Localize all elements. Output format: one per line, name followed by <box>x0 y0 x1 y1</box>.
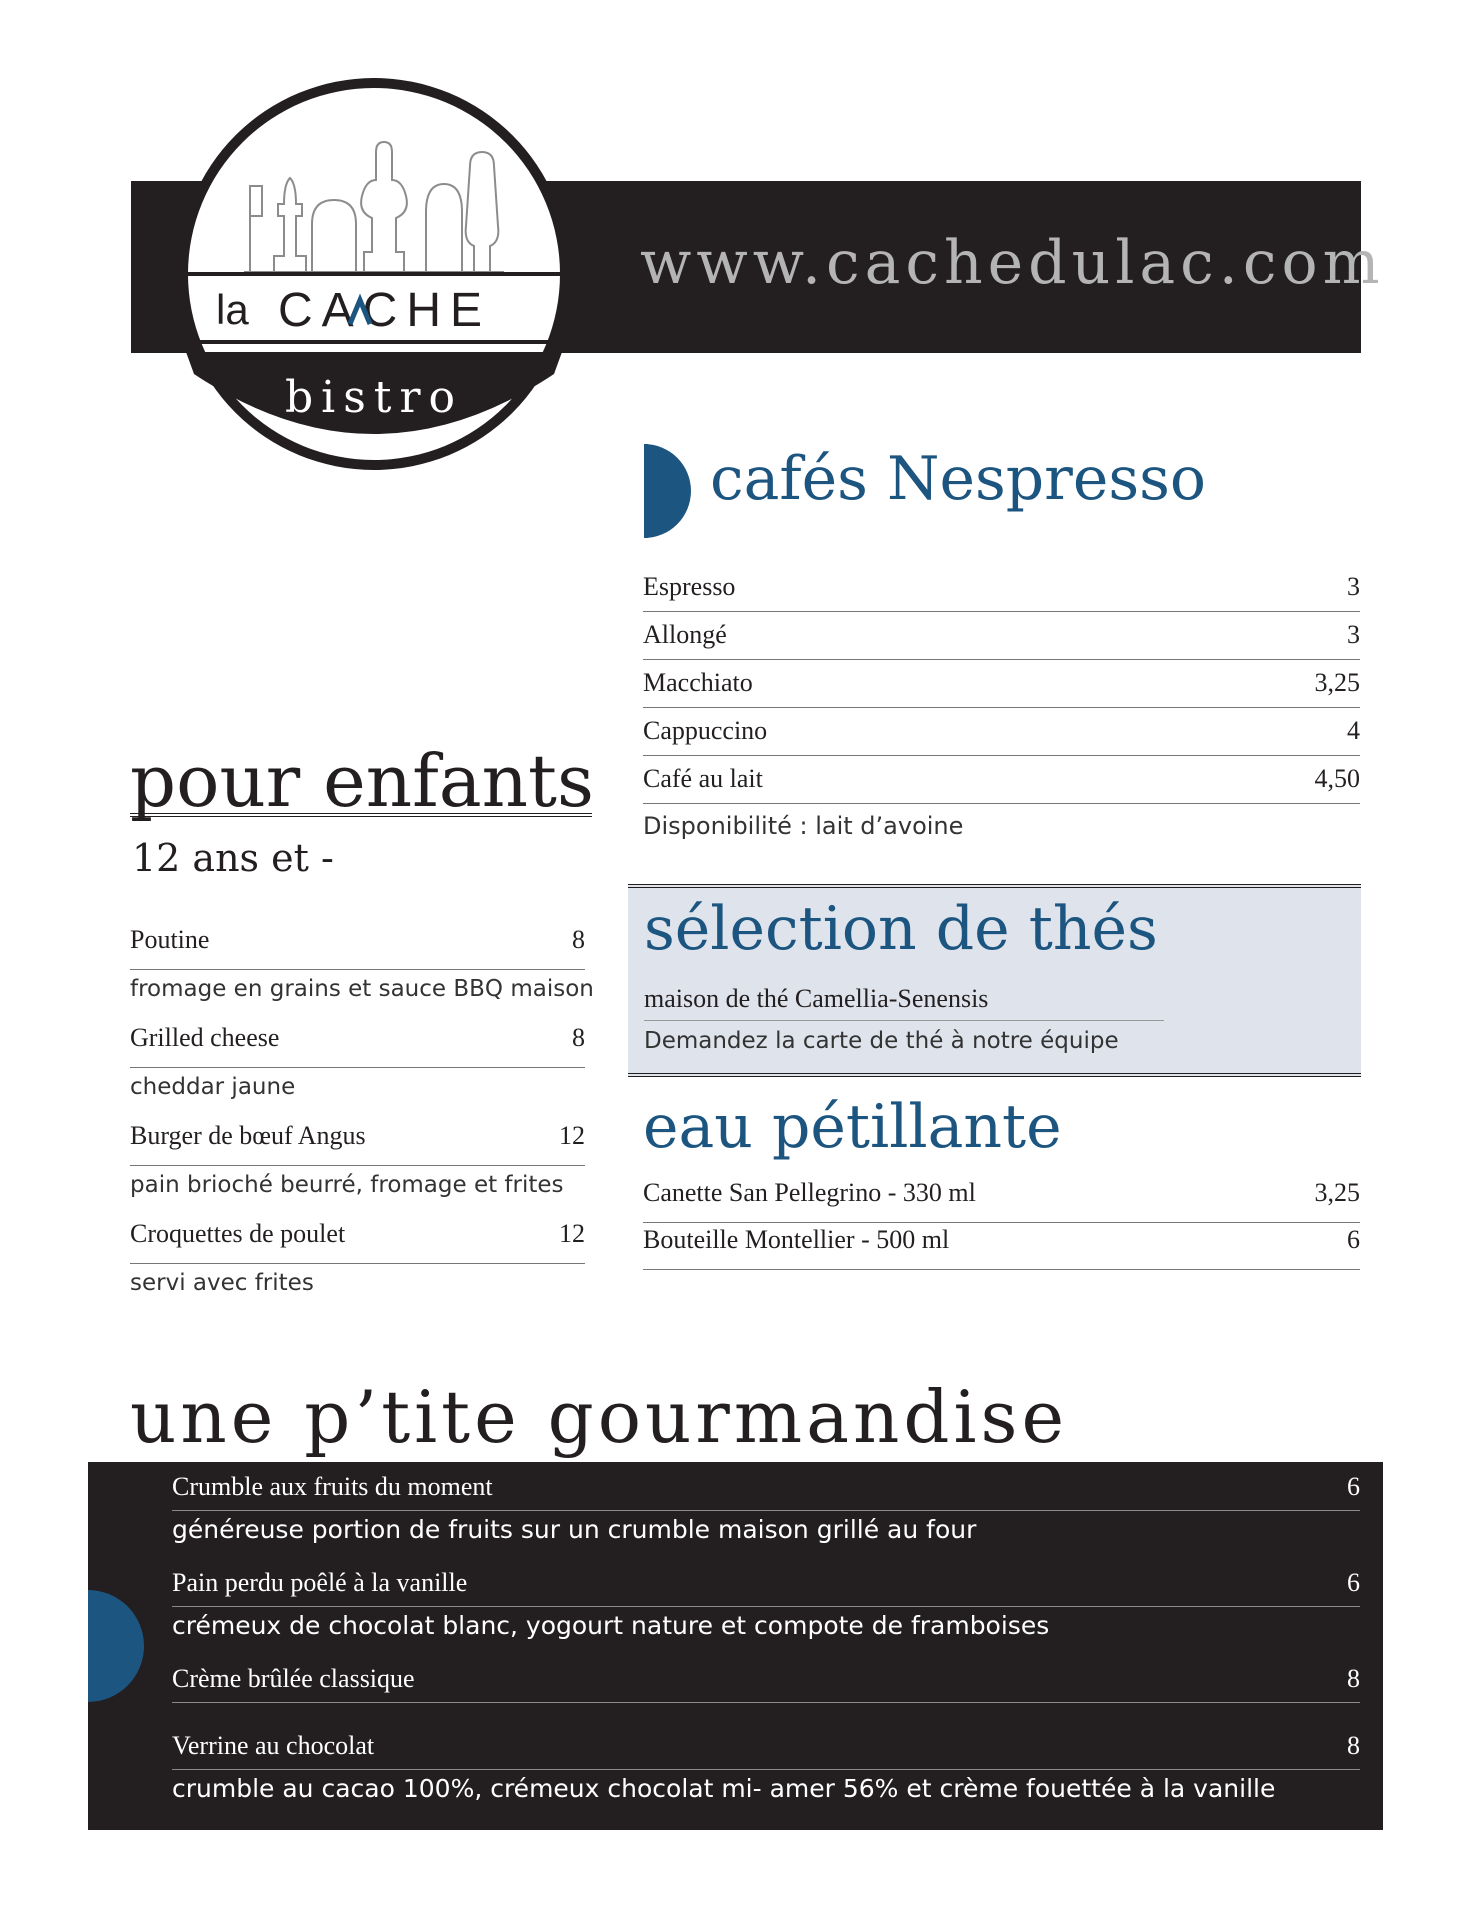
coffee-list <box>643 566 1360 806</box>
menu-row <box>643 566 1360 612</box>
list-item <box>172 1731 1360 1827</box>
item-price: 6 <box>1347 1568 1360 1597</box>
kids-list <box>130 925 594 1317</box>
item-name: Poutine <box>130 925 210 954</box>
item-name: Macchiato <box>643 668 753 697</box>
item-description: servi avec frites <box>130 1270 314 1296</box>
half-circle-marker-icon <box>644 444 698 538</box>
section-title-cafes: cafés Nespresso <box>710 444 1207 514</box>
item-price: 8 <box>1347 1664 1360 1693</box>
item-description: crémeux de chocolat blanc, yogourt nature et compote de framboises <box>172 1611 1050 1640</box>
item-price: 8 <box>572 925 585 954</box>
item-price: 12 <box>559 1121 585 1150</box>
item-name: Canette San Pellegrino - 330 ml <box>643 1178 976 1207</box>
item-name: Allongé <box>643 620 727 649</box>
list-item <box>172 1568 1360 1664</box>
list-item <box>130 1219 585 1317</box>
item-price: 4 <box>1347 716 1360 745</box>
menu-row <box>643 1225 1360 1270</box>
menu-row <box>643 614 1360 660</box>
item-price: 6 <box>1347 1225 1360 1254</box>
circle-marker-icon <box>88 1590 144 1702</box>
menu-row <box>643 758 1360 804</box>
kids-title-underline <box>130 813 592 817</box>
item-price: 4,50 <box>1314 764 1360 793</box>
menu-row <box>130 1023 585 1068</box>
section-title-kids: pour enfants <box>130 739 594 823</box>
logo-la: la <box>216 286 249 333</box>
section-title-water: eau pétillante <box>643 1092 1062 1162</box>
item-description: fromage en grains et sauce BBQ maison <box>130 976 594 1002</box>
item-price: 8 <box>1347 1731 1360 1760</box>
list-item <box>172 1664 1360 1731</box>
item-name: Café au lait <box>643 764 763 793</box>
item-description: crumble au cacao 100%, crémeux chocolat mi- amer 56% et crème fouettée à la vanille <box>172 1774 1276 1803</box>
tea-section <box>628 884 1361 1077</box>
menu-row <box>643 662 1360 708</box>
dessert-band <box>88 1462 1383 1830</box>
bistro-logo <box>174 74 574 474</box>
item-price: 6 <box>1347 1472 1360 1501</box>
item-description: généreuse portion de fruits sur un crumble maison grillé au four <box>172 1515 977 1544</box>
item-name: Burger de bœuf Angus <box>130 1121 366 1150</box>
kids-age: 12 ans et - <box>132 836 334 880</box>
item-price: 3 <box>1347 572 1360 601</box>
item-name: Grilled cheese <box>130 1023 280 1052</box>
menu-row <box>130 1219 585 1264</box>
section-title-tea: sélection de thés <box>644 894 1158 964</box>
logo-cache: CACHE <box>278 284 492 337</box>
water-list <box>643 1178 1360 1272</box>
tea-subtitle: maison de thé Camellia-Senensis <box>644 984 1164 1021</box>
menu-row <box>130 1121 585 1166</box>
item-description: pain brioché beurré, fromage et frites <box>130 1172 564 1198</box>
menu-row <box>172 1731 1360 1770</box>
item-price: 8 <box>572 1023 585 1052</box>
dessert-list <box>172 1472 1360 1827</box>
list-item <box>130 925 594 1023</box>
list-item <box>130 1023 585 1121</box>
item-price: 3 <box>1347 620 1360 649</box>
logo-bistro: bistro <box>284 372 464 423</box>
item-price: 12 <box>559 1219 585 1248</box>
menu-row <box>172 1568 1360 1607</box>
website-url[interactable]: www.cachedulac.com <box>640 228 1385 298</box>
item-name: Verrine au chocolat <box>172 1731 375 1760</box>
section-title-desserts: une p’tite gourmandise <box>130 1375 1069 1459</box>
tea-note: Demandez la carte de thé à notre équipe <box>644 1028 1119 1054</box>
item-description: cheddar jaune <box>130 1074 296 1100</box>
menu-row <box>643 710 1360 756</box>
item-name: Crème brûlée classique <box>172 1664 415 1693</box>
item-price: 3,25 <box>1314 668 1360 697</box>
item-price: 3,25 <box>1314 1178 1360 1207</box>
item-name: Croquettes de poulet <box>130 1219 346 1248</box>
list-item <box>172 1472 1360 1568</box>
item-name: Bouteille Montellier - 500 ml <box>643 1225 950 1254</box>
menu-row <box>172 1472 1360 1511</box>
menu-row <box>643 1178 1360 1223</box>
item-name: Pain perdu poêlé à la vanille <box>172 1568 468 1597</box>
cafes-note: Disponibilité : lait d’avoine <box>643 812 964 840</box>
item-name: Cappuccino <box>643 716 768 745</box>
item-name: Crumble aux fruits du moment <box>172 1472 493 1501</box>
item-name: Espresso <box>643 572 736 601</box>
menu-row <box>130 925 585 970</box>
list-item <box>130 1121 585 1219</box>
menu-row <box>172 1664 1360 1703</box>
